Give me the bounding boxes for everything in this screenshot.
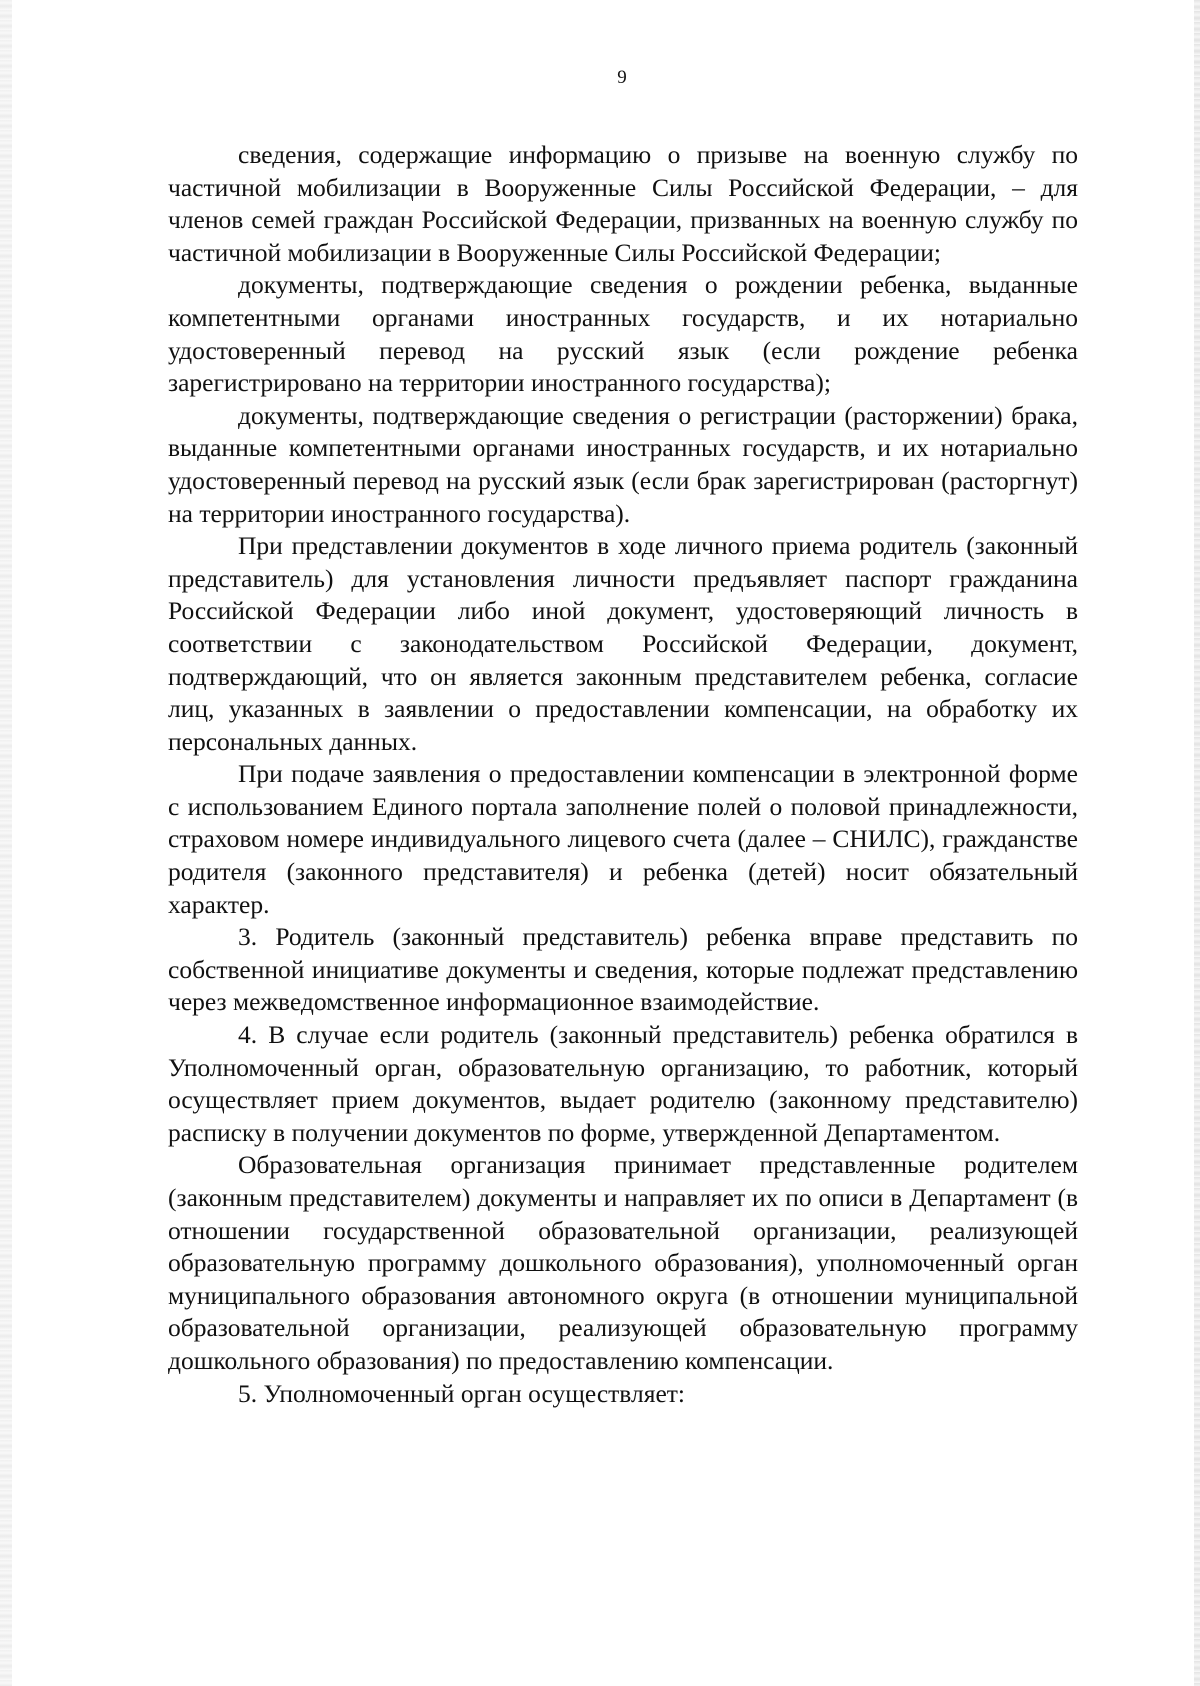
paragraph: документы, подтверждающие сведения о рождении ребенка, выданные компетентными органами иностранных государств, и их нотариально удостоверенный перевод на русский язык (если рождение ребенка зарегистрировано на территории иностранного государства); (168, 270, 1078, 398)
document-body (168, 139, 1078, 1410)
scan-edge-right (1194, 0, 1200, 1686)
paragraph: документы, подтверждающие сведения о регистрации (расторжении) брака, выданные компетентными органами иностранных государств, и их нотариально удостоверенный перевод на русский язык (если брак зарегистрирован (расторгнут) на территории иностранного государства). (168, 400, 1078, 528)
paragraph: 3. Родитель (законный представитель) ребенка вправе представить по собственной инициативе документы и сведения, которые подлежат представлению через межведомственное информационное взаимодействие. (168, 922, 1078, 1017)
paragraph: При подаче заявления о предоставлении компенсации в электронной форме с использованием Единого портала заполнение полей о половой принадлежности, страховом номере индивидуального лицевого счета (далее – СНИЛС), гражданстве родителя (законного представителя) и ребенка (детей) носит обязательный характер. (168, 759, 1078, 919)
paragraph: При представлении документов в ходе личного приема родитель (законный представитель) для установления личности предъявляет паспорт гражданина Российской Федерации либо иной документ, удостоверяющий личность в соответствии с законодательством Российской Федерации, документ, подтверждающий, что он является законным представителем ребенка, согласие лиц, указанных в заявлении о предоставлении компенсации, на обработку их персональных данных. (168, 531, 1078, 756)
paragraph: сведения, содержащие информацию о призыве на военную службу по частичной мобилизации в Вооруженные Силы Российской Федерации, – для членов семей граждан Российской Федерации, призванных на военную службу по частичной мобилизации в Вооруженные Силы Российской Федерации; (168, 140, 1078, 267)
paragraph: 5. Уполномоченный орган осуществляет: (238, 1378, 685, 1408)
page-number: 9 (617, 67, 627, 88)
scan-edge-left (0, 0, 12, 1686)
paragraph: 4. В случае если родитель (законный представитель) ребенка обратился в Уполномоченный орган, образовательную организацию, то работник, который осуществляет прием документов, выдает родителю (законному представителю) расписку в получении документов по форме, утвержденной Департаментом. (168, 1020, 1078, 1147)
paragraph: Образовательная организация принимает представленные родителем (законным представителем) документы и направляет их по описи в Департамент (в отношении государственной образовательной организации, реализующей образовательную программу дошкольного образования), уполномоченный орган муниципального образования автономного округа (в отношении муниципальной образовательной организации, реализующей образовательную программу дошкольного образования) по предоставлению компенсации. (168, 1150, 1078, 1375)
